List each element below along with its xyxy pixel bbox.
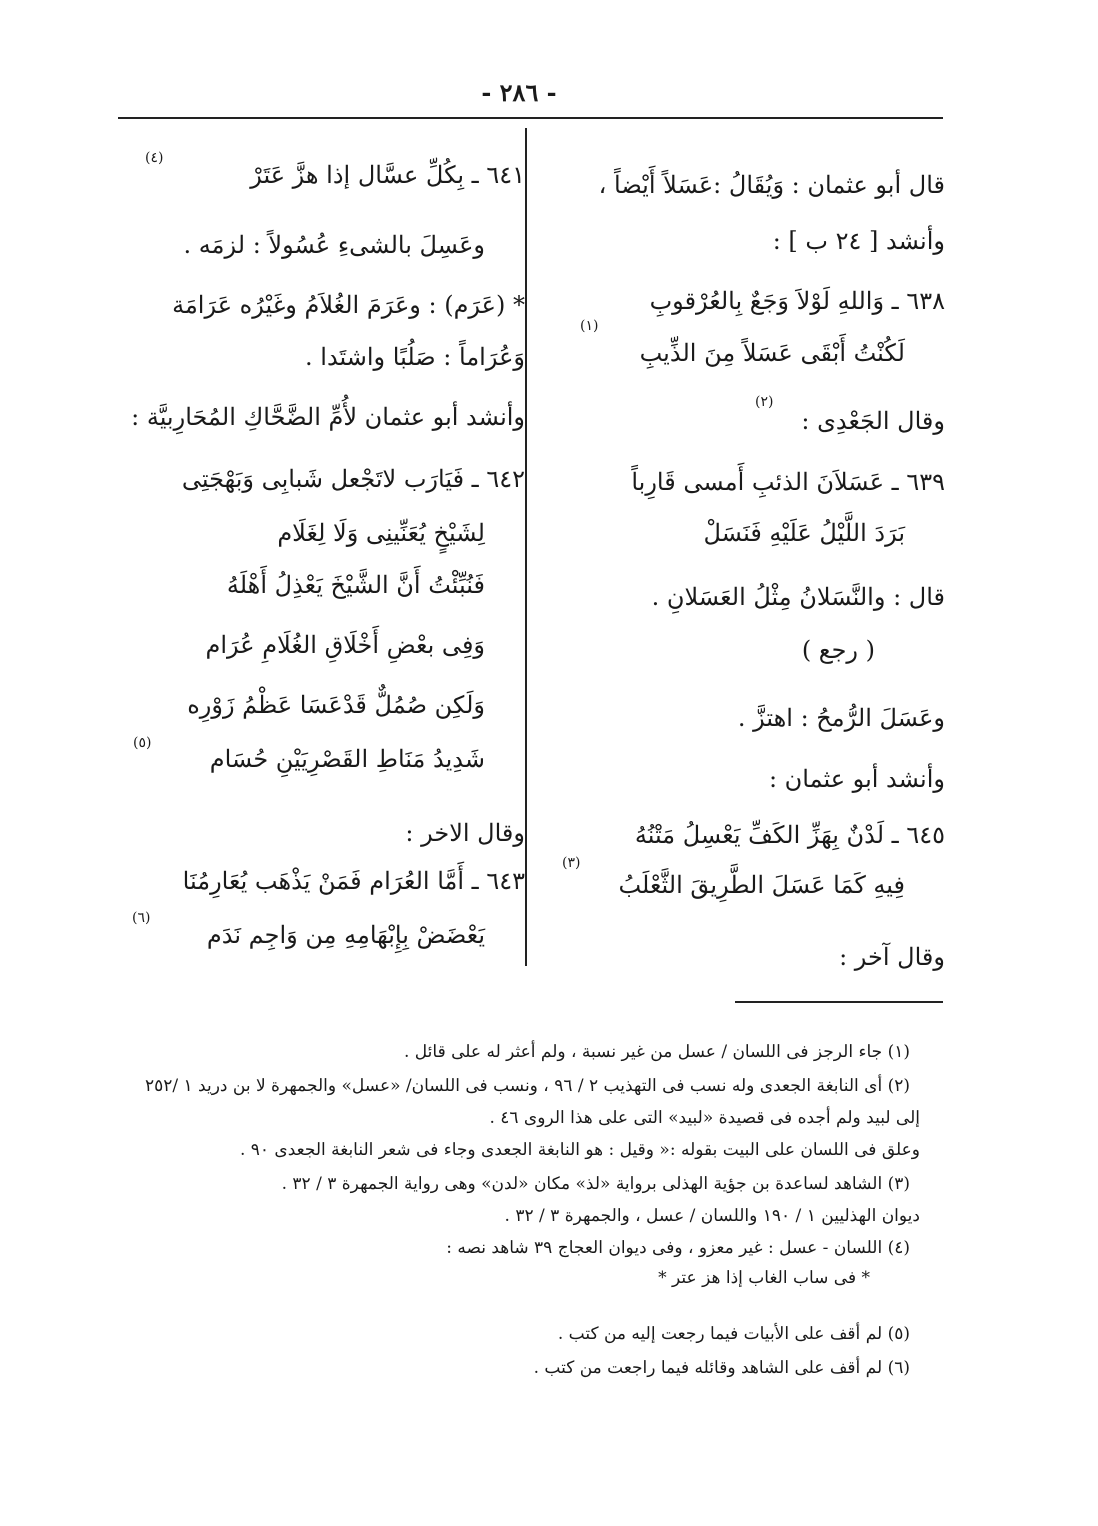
verse-line: ٦٤١ ـ بِكُلِّ عسَّال إذا هزَّ عَتَرْ — [250, 161, 525, 189]
header-rule — [118, 117, 943, 119]
footnote-5: (٥) لم أقف على الأبيات فيما رجعت إليه من كتب . — [557, 1324, 910, 1344]
verse-line: وَلَكِن صُمُلٌّ قَدْعَسَا عَظْمُ زَوْرِه — [187, 691, 485, 719]
text-line: وَعُرَاماً : صَلُبًا واشتَدا . — [305, 343, 525, 371]
text-line: وقال آخر : — [839, 943, 945, 971]
footnote-mark: (٦) — [132, 910, 151, 926]
text-line: وعَسَلَ الرُّمحُ : اهتزَّ . — [737, 704, 945, 732]
footnote-mark: (٤) — [145, 150, 164, 166]
footnote-mark: (٣) — [562, 855, 581, 871]
footnote-2: (٢) أى النابغة الجعدى وله نسب فى التهذيب ٢ / ٩٦ ، ونسب فى اللسان/ «عسل» والجمهرة لا بن دريد ١ /٢٥٢ — [144, 1076, 910, 1096]
verse-line: ٦٣٩ ـ عَسَلاَنَ الذئبِ أَمسى قَارِباً — [631, 468, 945, 496]
verse-line: يَعْضَضْ بِإِبْهَامِهِ مِن وَاجِم نَدَم — [206, 921, 485, 949]
verse-line: ٦٤٣ ـ أَمَّا العُرَام فَمَنْ يَذْهَب يُعَارِمُنَا — [182, 867, 525, 895]
verse-line: ٦٣٨ ـ وَاللهِ لَوْلاَ وَجَعٌ بِالعُرْقوبِ — [649, 287, 945, 315]
text-line: وعَسِلَ بالشىءِ عُسُولاً : لزمَه . — [183, 231, 485, 259]
verse-line: فِيهِ كَمَا عَسَلَ الطَّرِيقَ الثَّعْلَبُ — [618, 871, 905, 899]
text-line: وقال الجَعْدِى : — [801, 407, 945, 435]
text-line: وأنشد [ ٢٤ ب ] : — [772, 227, 945, 255]
text-line: وقال الاخر : — [405, 819, 525, 847]
text-line: وأنشد أبو عثمان لأُمِّ الضَّحَّاكِ المُحَارِبيَّة : — [131, 403, 525, 431]
footnote-6: (٦) لم أقف على الشاهد وقائله فيما راجعت من كتب . — [533, 1358, 910, 1378]
footnote-2-cont: وعلق فى اللسان على البيت بقوله :« وقيل : هو النابغة الجعدى وجاء فى شعر النابغة الجعدى ٩٠ . — [239, 1140, 920, 1160]
verse-line: لِشَيْخٍ يُعَنِّينِى وَلَا لِغَلَام — [277, 519, 485, 547]
footnote-mark: (٥) — [133, 735, 152, 751]
footnote-2-cont: إلى لبيد ولم أجده فى قصيدة «لبيد» التى على هذا الروى ٤٦ . — [489, 1108, 920, 1128]
verse-line: بَرَدَ اللَّيْلُ عَلَيْهِ فَنَسَلْ — [703, 519, 905, 547]
section-heading: ( رجع ) — [801, 636, 875, 664]
footnote-3-cont: ديوان الهذليين ١ / ١٩٠ واللسان / عسل ، والجمهرة ٣ / ٣٢ . — [504, 1206, 920, 1226]
text-line: قال : والنَّسَلانُ مِثْلُ العَسَلانِ . — [651, 583, 945, 611]
verse-line: فَنُبِّئْتُ أَنَّ الشَّيْخَ يَعْذِلُ أَهْلَهُ — [226, 571, 485, 599]
page-number: - ٢٨٦ - — [481, 78, 557, 107]
verse-line: وَفِى بعْضِ أَخْلَاقِ الغُلَامِ عُرَام — [205, 631, 485, 659]
footnote-1: (١) جاء الرجز فى اللسان / عسل من غير نسبة ، ولم أعثر له على قائل . — [403, 1042, 910, 1062]
footnote-4-verse: * فى ساب الغاب إذا هز عتر * — [658, 1268, 870, 1288]
footnote-4: (٤) اللسان - عسل : غير معزو ، وفى ديوان العجاج ٣٩ شاهد نصه : — [446, 1238, 910, 1258]
column-divider — [525, 128, 527, 966]
verse-line: شَدِيدُ مَنَاطِ القَصْرِيَيْنِ حُسَام — [209, 745, 485, 773]
footnote-3: (٣) الشاهد لساعدة بن جؤية الهذلى برواية «لذ» مكان «لدن» وهى رواية الجمهرة ٣ / ٣٢ . — [281, 1174, 910, 1194]
footnote-rule — [735, 1001, 943, 1003]
verse-line: لَكُنْتُ أَبْقَى عَسَلاً مِنَ الذِّيبِ — [639, 339, 905, 367]
text-line: * (عَرَم) : وعَرَمَ الغُلاَمُ وغَيْرُه عَرَامَة — [172, 291, 525, 319]
footnote-mark: (١) — [580, 318, 599, 334]
verse-line: ٦٤٥ ـ لَدْنٌ بِهَزِّ الكَفِّ يَعْسِلُ مَتْنُهُ — [634, 821, 945, 849]
text-line: قال أبو عثمان : وَيُقَالُ :عَسَلاً أَيْضاً ، — [598, 171, 945, 199]
verse-line: ٦٤٢ ـ فَيَارَب لاتَجْعل شَبابِى وَبَهْجَتِى — [181, 465, 525, 493]
text-line: وأنشد أبو عثمان : — [768, 765, 945, 793]
footnote-mark: (٢) — [755, 394, 774, 410]
